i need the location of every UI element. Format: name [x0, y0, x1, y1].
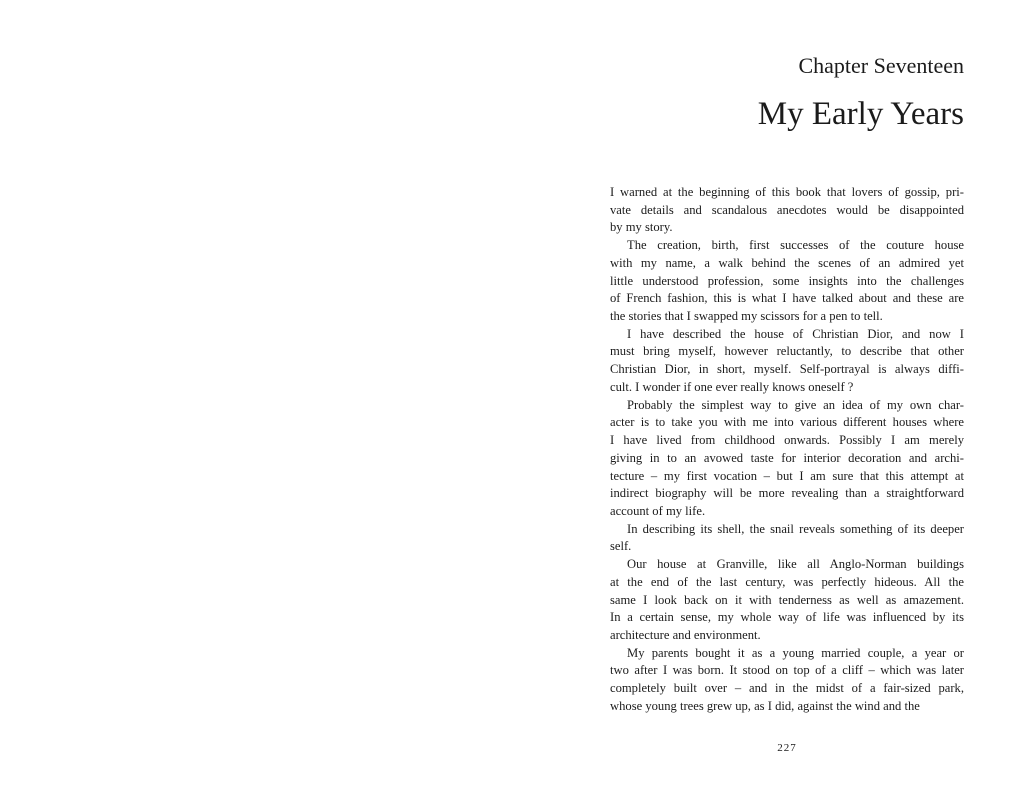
- text-line: account of my life.: [610, 503, 706, 518]
- text-line: whose young trees grew up, as I did, against the wind and the: [610, 698, 920, 713]
- text-line: with my name, a walk behind the scenes of an admired yet: [610, 255, 964, 270]
- text-line: by my story.: [610, 220, 673, 235]
- text-line: Christian Dior, in short, myself. Self-portrayal is always diffi-: [610, 362, 964, 377]
- text-line: same I look back on it with tenderness as well as amazement.: [610, 592, 964, 607]
- text-line: indirect biography will be more revealing than a straightforward: [610, 486, 964, 501]
- chapter-heading: Chapter Seventeen: [798, 53, 964, 78]
- text-line: the stories that I swapped my scissors for a pen to tell.: [610, 309, 883, 324]
- text-line: Probably the simplest way to give an idea of my own char-: [627, 397, 964, 412]
- text-line: cult. I wonder if one ever really knows oneself ?: [610, 379, 854, 394]
- body-text: [610, 184, 964, 716]
- body-paragraph: [610, 237, 964, 326]
- text-line: architecture and environment.: [610, 627, 761, 642]
- body-paragraph: [610, 556, 964, 645]
- chapter-title: My Early Years: [757, 96, 964, 132]
- body-paragraph: [610, 397, 964, 521]
- text-line: at the end of the last century, was perfectly hideous. All the: [610, 574, 964, 589]
- text-line: must bring myself, however reluctantly, to describe that other: [610, 344, 964, 359]
- text-line: of French fashion, this is what I have talked about and these are: [610, 291, 964, 306]
- text-line: In describing its shell, the snail reveals something of its deeper: [627, 521, 964, 536]
- text-line: completely built over – and in the midst of a fair-sized park,: [610, 681, 964, 696]
- text-line: My parents bought it as a young married couple, a year or: [627, 645, 964, 660]
- body-paragraph: [610, 645, 964, 716]
- text-line: acter is to take you with me into various different houses where: [610, 415, 964, 430]
- text-line: two after I was born. It stood on top of a cliff – which was later: [610, 663, 964, 678]
- text-line: giving in to an avowed taste for interior decoration and archi-: [610, 450, 964, 465]
- text-line: The creation, birth, first successes of the couture house: [627, 238, 964, 253]
- text-column: [610, 0, 964, 796]
- text-line: I have lived from childhood onwards. Possibly I am merely: [610, 433, 964, 448]
- text-line: In a certain sense, my whole way of life was influenced by its: [610, 610, 964, 625]
- text-line: self.: [610, 539, 632, 554]
- body-paragraph: [610, 326, 964, 397]
- text-line: I have described the house of Christian Dior, and now I: [627, 326, 964, 341]
- body-paragraph: [610, 184, 964, 237]
- text-line: vate details and scandalous anecdotes would be disappointed: [610, 202, 964, 217]
- text-line: Our house at Granville, like all Anglo-Norman buildings: [627, 557, 964, 572]
- text-line: I warned at the beginning of this book that lovers of gossip, pri-: [610, 185, 964, 199]
- page-number: 227: [777, 742, 797, 754]
- body-paragraph: [610, 521, 964, 556]
- text-line: little understood profession, some insights into the challenges: [610, 273, 964, 288]
- text-line: tecture – my first vocation – but I am sure that this attempt at: [610, 468, 964, 483]
